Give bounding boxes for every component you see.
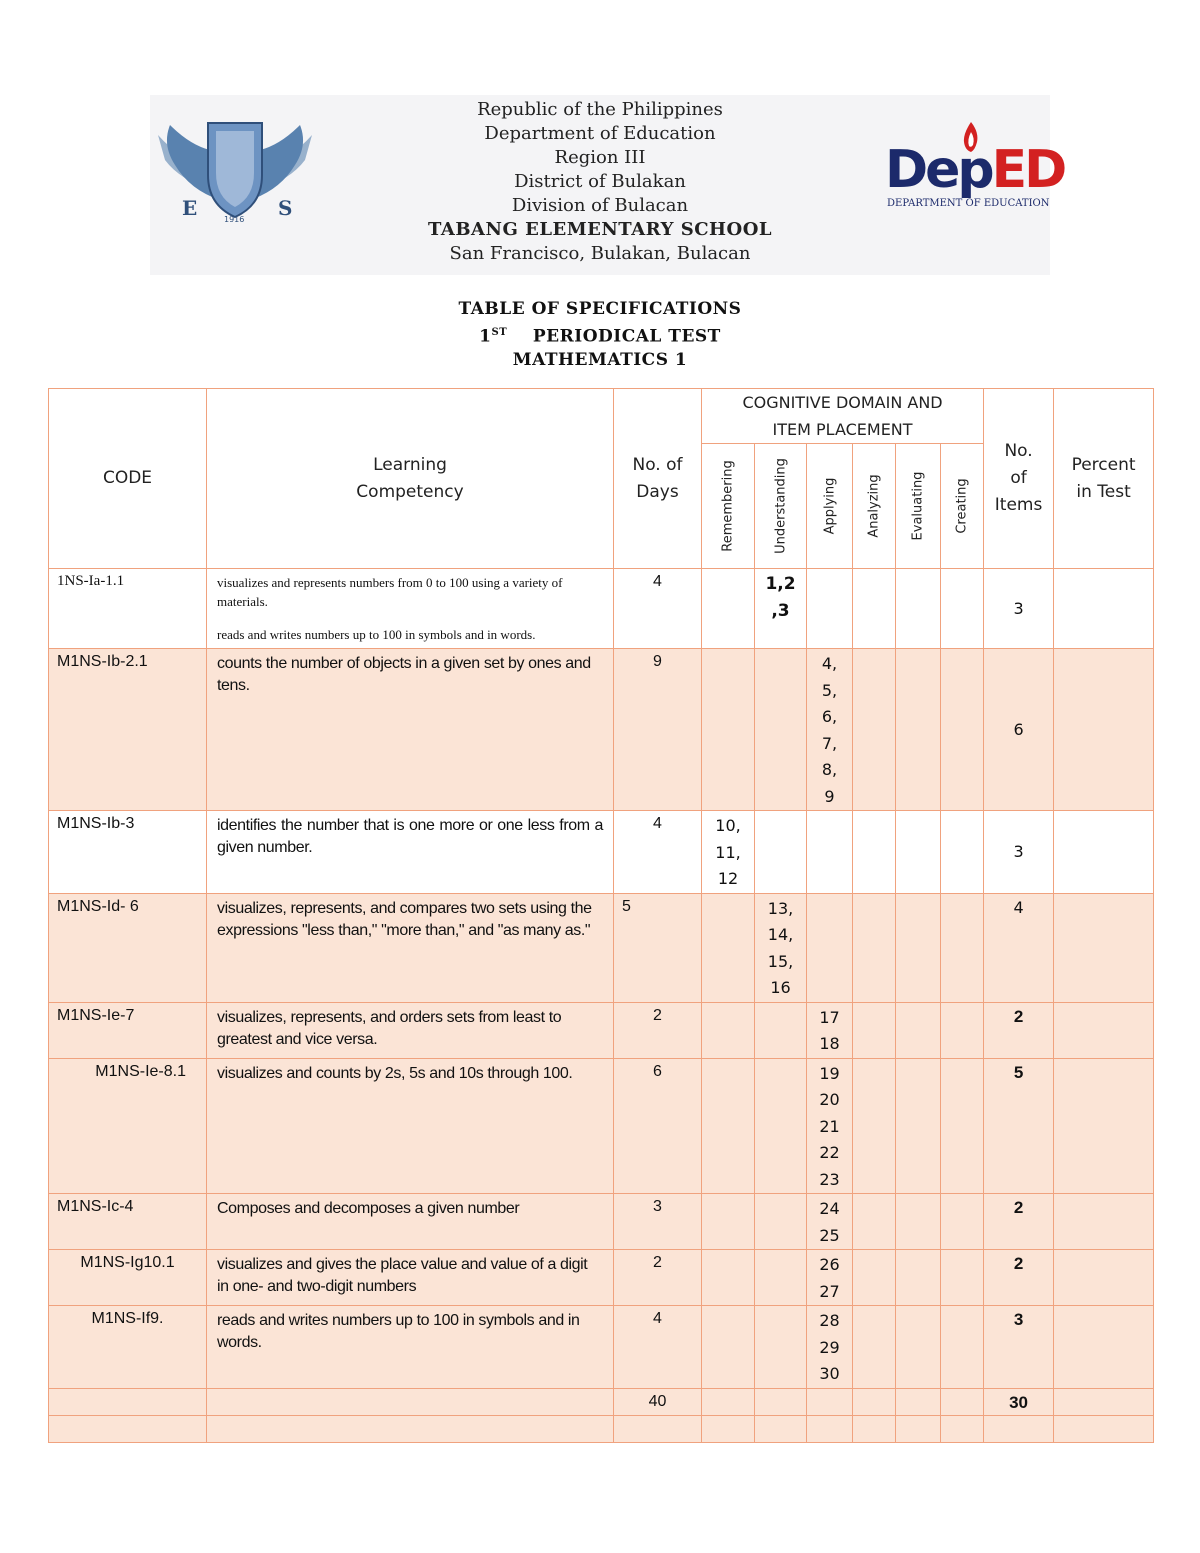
row-competency: identifies the number that is one more or one less from a given number. bbox=[207, 811, 614, 894]
header-row bbox=[49, 389, 1154, 444]
row-applying-items: 28 29 30 bbox=[807, 1306, 853, 1389]
table-row bbox=[49, 649, 1154, 811]
row-competency: visualizes, represents, and compares two sets using the expressions "less than," "more than," and "as many as." bbox=[207, 893, 614, 1002]
empty-row bbox=[49, 1415, 1154, 1442]
row-competency: counts the number of objects in a given set by ones and tens. bbox=[207, 649, 614, 811]
header-line: Division of Bulacan bbox=[511, 195, 689, 216]
row-days: 4 bbox=[614, 569, 702, 649]
row-days: 9 bbox=[614, 649, 702, 811]
title-line-2 bbox=[300, 321, 900, 349]
seal-letter-right: S bbox=[278, 196, 293, 220]
row-competency: visualizes, represents, and orders sets from least to greatest and vice versa. bbox=[207, 1002, 614, 1058]
row-days: 6 bbox=[614, 1058, 702, 1194]
header-percent: Percent in Test bbox=[1054, 389, 1154, 569]
school-seal-logo bbox=[150, 105, 320, 230]
deped-wordmark-dep: Dep bbox=[885, 140, 992, 200]
row-code: M1NS-Ie-8.1 bbox=[49, 1058, 207, 1194]
school-address: San Francisco, Bulakan, Bulacan bbox=[449, 243, 751, 264]
total-days: 40 bbox=[614, 1388, 702, 1415]
table-row bbox=[49, 893, 1154, 1002]
header-no-of-items: No. of Items bbox=[984, 389, 1054, 569]
row-no-of-items: 3 bbox=[984, 569, 1054, 649]
deped-tagline: DEPARTMENT OF EDUCATION bbox=[887, 198, 1050, 209]
table-row bbox=[49, 1002, 1154, 1058]
row-days: 5 bbox=[614, 893, 702, 1002]
row-no-of-items: 3 bbox=[984, 1306, 1054, 1389]
title-ordinal-suffix: ST bbox=[491, 327, 508, 338]
row-no-of-items: 2 bbox=[984, 1194, 1054, 1250]
deped-wordmark-ed: ED bbox=[991, 140, 1065, 200]
title-line-3: MATHEMATICS 1 bbox=[512, 349, 688, 370]
seal-year: 1916 bbox=[224, 215, 245, 224]
row-no-of-items: 4 bbox=[984, 893, 1054, 1002]
row-remembering-items: 10, 11, 12 bbox=[702, 811, 755, 894]
table-row bbox=[49, 1306, 1154, 1389]
header-line: District of Bulakan bbox=[514, 171, 686, 192]
row-no-of-items: 2 bbox=[984, 1250, 1054, 1306]
letterhead-text bbox=[400, 98, 800, 266]
school-name: TABANG ELEMENTARY SCHOOL bbox=[427, 219, 773, 240]
row-code: M1NS-Ig10.1 bbox=[49, 1250, 207, 1306]
table-row bbox=[49, 811, 1154, 894]
row-code: 1NS-Ia-1.1 bbox=[49, 569, 207, 649]
row-competency: reads and writes numbers up to 100 in symbols and in words. bbox=[207, 1306, 614, 1389]
table-row bbox=[49, 1194, 1154, 1250]
table-row bbox=[49, 1058, 1154, 1194]
row-code: M1NS-Ib-3 bbox=[49, 811, 207, 894]
document-title-block bbox=[300, 298, 900, 372]
header-applying: Applying bbox=[807, 444, 853, 569]
deped-wordmark bbox=[885, 142, 1064, 198]
row-days: 2 bbox=[614, 1002, 702, 1058]
title-line-1: TABLE OF SPECIFICATIONS bbox=[458, 299, 742, 319]
row-no-of-items: 2 bbox=[984, 1002, 1054, 1058]
header-line: Department of Education bbox=[484, 123, 716, 144]
table-row bbox=[49, 569, 1154, 649]
row-days: 4 bbox=[614, 1306, 702, 1389]
row-competency: visualizes and represents numbers from 0 to 100 using a variety of materials. reads and writes numbers up to 100 in symbols and in words. bbox=[207, 569, 614, 649]
header-line: Republic of the Philippines bbox=[477, 99, 723, 120]
row-code: M1NS-Id- 6 bbox=[49, 893, 207, 1002]
title-test-name: PERIODICAL TEST bbox=[532, 326, 721, 347]
row-code: M1NS-Ie-7 bbox=[49, 1002, 207, 1058]
row-applying-items: 24 25 bbox=[807, 1194, 853, 1250]
row-days: 2 bbox=[614, 1250, 702, 1306]
total-items: 30 bbox=[984, 1388, 1054, 1415]
header-understanding: Understanding bbox=[755, 444, 807, 569]
row-days: 4 bbox=[614, 811, 702, 894]
row-code: M1NS-Ib-2.1 bbox=[49, 649, 207, 811]
row-competency: visualizes and counts by 2s, 5s and 10s through 100. bbox=[207, 1058, 614, 1194]
title-ordinal: 1 bbox=[479, 326, 492, 347]
row-code: M1NS-Ic-4 bbox=[49, 1194, 207, 1250]
row-competency: Composes and decomposes a given number bbox=[207, 1194, 614, 1250]
row-competency: visualizes and gives the place value and value of a digit in one- and two-digit numbers bbox=[207, 1250, 614, 1306]
table-of-specifications bbox=[48, 388, 1154, 1443]
header-cognitive-domain: COGNITIVE DOMAIN AND ITEM PLACEMENT bbox=[702, 389, 984, 444]
row-applying-items: 26 27 bbox=[807, 1250, 853, 1306]
header-analyzing: Analyzing bbox=[853, 444, 896, 569]
header-remembering: Remembering bbox=[702, 444, 755, 569]
table-row bbox=[49, 1250, 1154, 1306]
row-applying-items: 17 18 bbox=[807, 1002, 853, 1058]
header-competency: Learning Competency bbox=[207, 389, 614, 569]
row-applying-items: 4, 5, 6, 7, 8, 9 bbox=[807, 649, 853, 811]
seal-letter-left: E bbox=[182, 196, 198, 220]
totals-row bbox=[49, 1388, 1154, 1415]
row-understanding-items: 1,2 ,3 bbox=[755, 569, 807, 649]
header-creating: Creating bbox=[941, 444, 984, 569]
deped-logo bbox=[885, 120, 1065, 215]
row-understanding-items: 13, 14, 15, 16 bbox=[755, 893, 807, 1002]
row-no-of-items: 5 bbox=[984, 1058, 1054, 1194]
row-no-of-items: 3 bbox=[984, 811, 1054, 894]
row-days: 3 bbox=[614, 1194, 702, 1250]
header-line: Region III bbox=[554, 147, 646, 168]
row-code: M1NS-If9. bbox=[49, 1306, 207, 1389]
row-no-of-items: 6 bbox=[984, 649, 1054, 811]
header-days: No. of Days bbox=[614, 389, 702, 569]
header-code: CODE bbox=[49, 389, 207, 569]
header-evaluating: Evaluating bbox=[896, 444, 941, 569]
row-applying-items: 19 20 21 22 23 bbox=[807, 1058, 853, 1194]
